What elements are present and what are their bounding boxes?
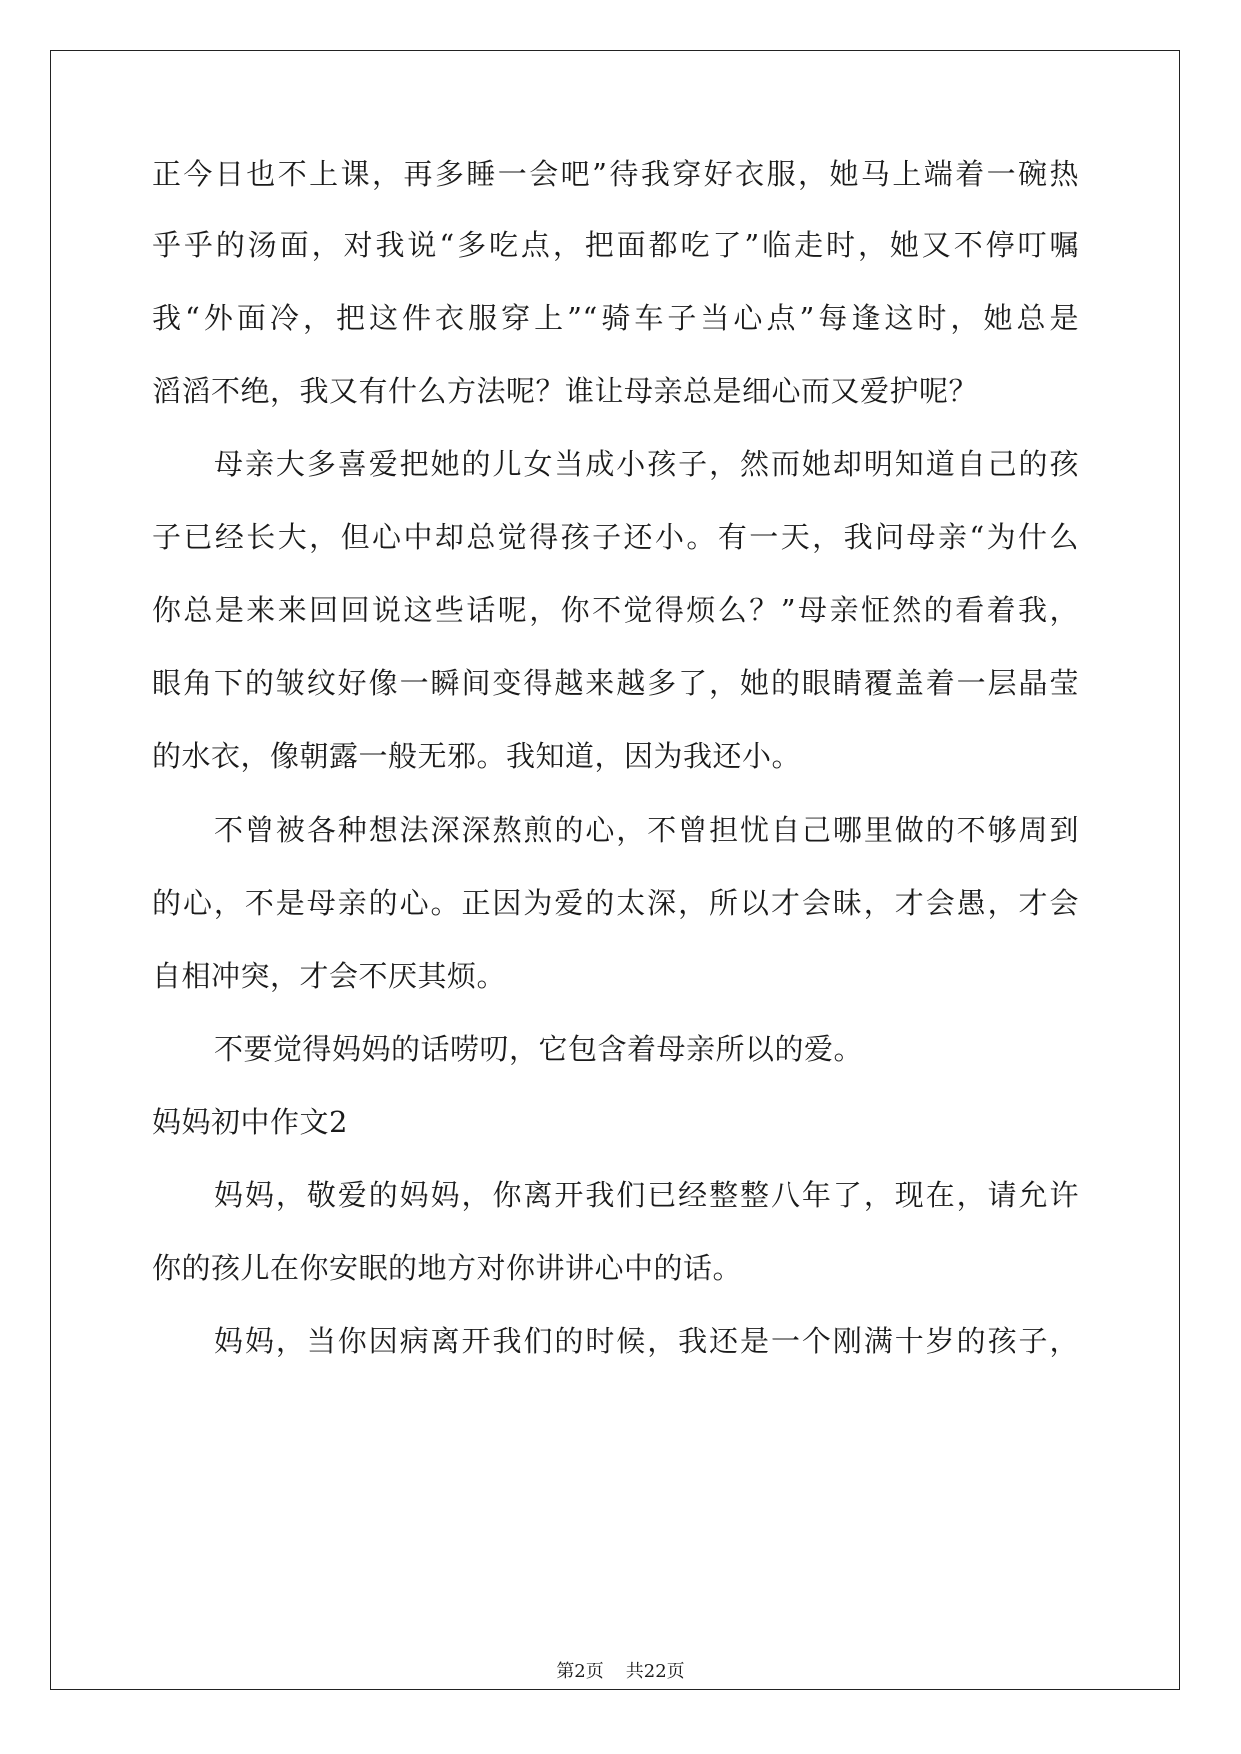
paragraph-first-line: 不曾被各种想法深深熬煎的心，不曾担忧自己哪里做的不够周到	[214, 813, 1079, 847]
page-total: 共22页	[625, 1661, 685, 1682]
section-heading: 妈妈初中作文2	[152, 1105, 348, 1139]
paragraph-first-line: 母亲大多喜爱把她的儿女当成小孩子，然而她却明知道自己的孩	[214, 447, 1079, 481]
page-footer	[0, 1660, 1241, 1684]
text-line: 子已经长大，但心中却总觉得孩子还小。有一天，我问母亲“为什么	[152, 520, 1079, 554]
text-line: 滔滔不绝，我又有什么方法呢？谁让母亲总是细心而又爱护呢？	[152, 374, 979, 408]
text-line: 正今日也不上课，再多睡一会吧”待我穿好衣服，她马上端着一碗热	[152, 157, 1079, 191]
text-line: 我“外面冷，把这件衣服穿上”“骑车子当心点”每逢这时，她总是	[152, 301, 1079, 335]
text-line: 的心，不是母亲的心。正因为爱的太深，所以才会昧，才会愚，才会	[152, 886, 1079, 920]
text-line: 乎乎的汤面，对我说“多吃点，把面都吃了”临走时，她又不停叮嘱	[152, 228, 1079, 262]
page-border	[50, 50, 1180, 1690]
paragraph-first-line: 妈妈，敬爱的妈妈，你离开我们已经整整八年了，现在，请允许	[214, 1178, 1079, 1212]
paragraph-first-line: 妈妈，当你因病离开我们的时候，我还是一个刚满十岁的孩子，	[214, 1324, 1079, 1358]
paragraph-first-line: 不要觉得妈妈的话唠叨，它包含着母亲所以的爱。	[214, 1032, 864, 1066]
text-line: 自相冲突，才会不厌其烦。	[152, 959, 507, 993]
text-line: 眼角下的皱纹好像一瞬间变得越来越多了，她的眼睛覆盖着一层晶莹	[152, 666, 1079, 700]
text-line: 你的孩儿在你安眠的地方对你讲讲心中的话。	[152, 1251, 743, 1285]
text-line: 你总是来来回回说这些话呢，你不觉得烦么？”母亲怔然的看着我，	[152, 593, 1079, 627]
text-line: 的水衣，像朝露一般无邪。我知道，因为我还小。	[152, 739, 802, 773]
page-number: 第2页	[556, 1661, 604, 1682]
